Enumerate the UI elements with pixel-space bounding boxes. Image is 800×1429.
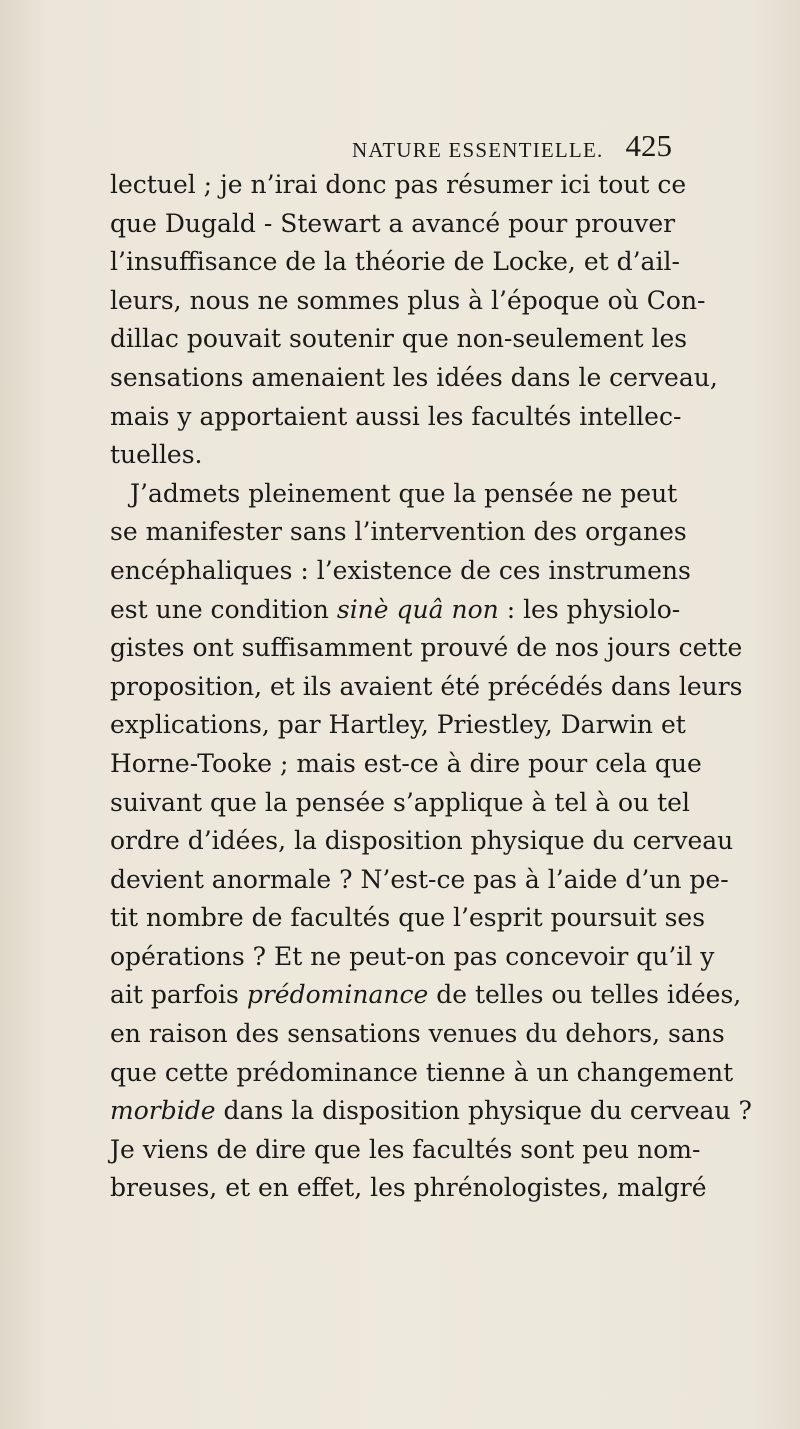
text-line (110, 976, 742, 1015)
text-segment: J’admets pleinement que la pensée ne peut (130, 478, 678, 508)
text-line (110, 475, 678, 514)
text-segment: dans la disposition physique du cerveau ? (215, 1096, 752, 1126)
text-segment: que Dugald - Stewart a avancé pour prouver (110, 208, 676, 238)
text-line (110, 1054, 734, 1093)
paragraph (110, 166, 718, 475)
text-segment: suivant que la pensée s’applique à tel à ou tel (110, 787, 690, 817)
page-number: 425 (625, 128, 672, 163)
text-segment: de telles ou telles idées, (428, 980, 742, 1010)
running-title: NATURE ESSENTIELLE. (352, 138, 604, 162)
text-segment: ordre d’idées, la disposition physique du cerveau (110, 826, 734, 856)
text-line (110, 1169, 707, 1208)
italic-text: sinè quâ non (336, 594, 499, 624)
text-line (110, 591, 681, 630)
text-segment: est une condition (110, 594, 337, 624)
text-segment: que cette prédominance tienne à un changement (110, 1057, 734, 1087)
text-segment: opérations ? Et ne peut-on pas concevoir qu’il y (110, 941, 715, 971)
text-segment: Je viens de dire que les facultés sont peu nom- (110, 1134, 701, 1164)
text-segment: sensations amenaient les idées dans le cerveau, (110, 362, 718, 392)
text-segment: dillac pouvait soutenir que non-seulement les (110, 324, 688, 354)
text-line (110, 359, 718, 398)
page-header (352, 128, 672, 168)
text-segment: : les physiolo- (498, 594, 681, 624)
text-segment: breuses, et en effet, les phrénologistes, malgré (110, 1173, 707, 1203)
text-line (110, 668, 743, 707)
text-segment: l’insuffisance de la théorie de Locke, et d’ail- (110, 247, 680, 277)
text-segment: leurs, nous ne sommes plus à l’époque où Con- (110, 285, 706, 315)
text-line (110, 1131, 701, 1170)
text-line (110, 320, 688, 359)
text-segment: Horne-Tooke ; mais est-ce à dire pour cela que (110, 748, 702, 778)
text-segment: tit nombre de facultés que l’esprit poursuit ses (110, 903, 706, 933)
text-line (110, 745, 702, 784)
text-segment: mais y apportaient aussi les facultés intellec- (110, 401, 682, 431)
text-line (110, 436, 670, 475)
text-segment: en raison des sensations venues du dehors, sans (110, 1019, 725, 1049)
text-line (110, 706, 686, 745)
text-line (110, 205, 676, 244)
text-line (110, 629, 743, 668)
text-line (110, 1092, 752, 1131)
text-line (110, 784, 690, 823)
text-line (110, 398, 682, 437)
italic-text: prédominance (246, 980, 429, 1010)
text-segment: ait parfois (110, 980, 247, 1010)
text-line (110, 243, 680, 282)
text-line (110, 513, 687, 552)
text-segment: tuelles. (110, 440, 203, 470)
italic-text: morbide (110, 1096, 216, 1126)
text-line (110, 861, 729, 900)
text-segment: proposition, et ils avaient été précédés dans leurs (110, 671, 743, 701)
text-segment: devient anormale ? N’est-ce pas à l’aide d’un pe- (110, 864, 729, 894)
text-line (110, 822, 734, 861)
text-line (110, 282, 706, 321)
text-segment: se manifester sans l’intervention des organes (110, 517, 687, 547)
text-line (110, 552, 691, 591)
body-text (110, 166, 752, 1208)
text-line (110, 1015, 725, 1054)
text-line (110, 938, 715, 977)
text-segment: lectuel ; je n’irai donc pas résumer ici tout ce (110, 170, 687, 199)
text-line (110, 166, 687, 205)
paragraph (110, 475, 752, 1208)
text-line (110, 899, 706, 938)
text-segment: encéphaliques : l’existence de ces instrumens (110, 555, 691, 585)
text-segment: explications, par Hartley, Priestley, Darwin et (110, 710, 686, 740)
text-segment: gistes ont suffisamment prouvé de nos jours cette (110, 633, 743, 663)
